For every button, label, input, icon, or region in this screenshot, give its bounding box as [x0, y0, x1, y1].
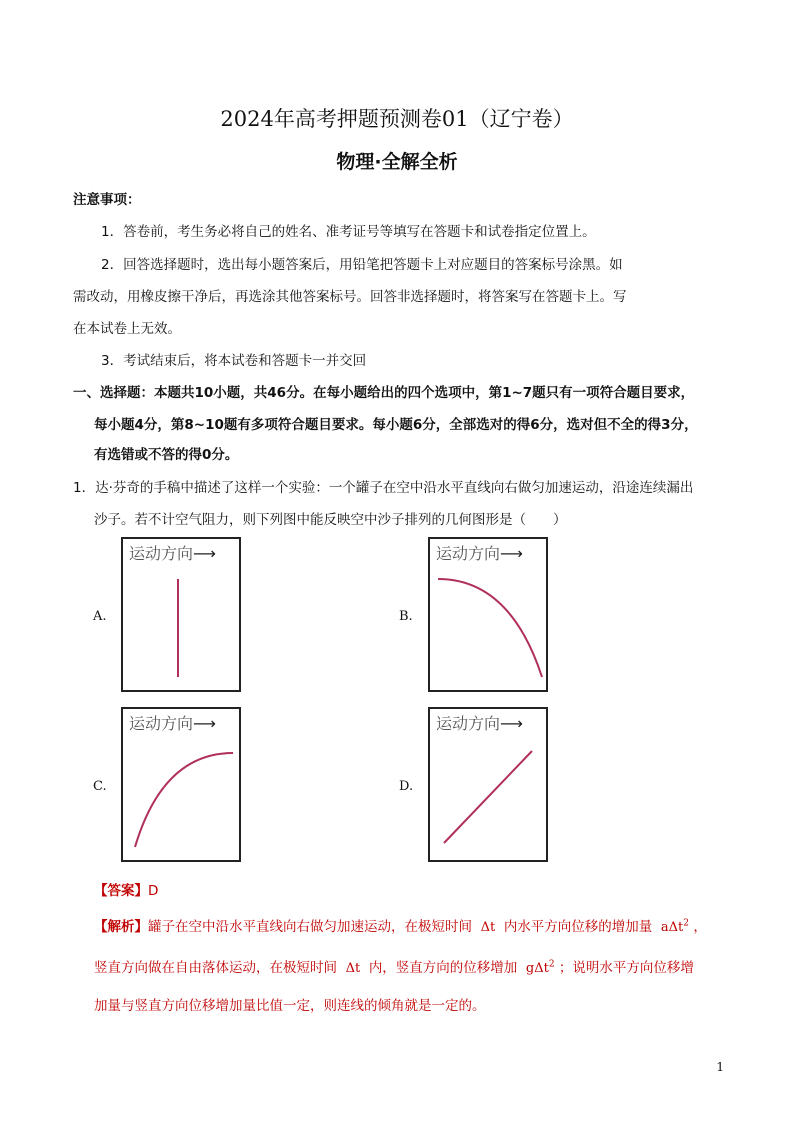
question-1-line-2: 沙子。若不计空气阻力，则下列图中能反映空中沙子排列的几何图形是（ ）	[94, 512, 567, 528]
option-c-figure	[121, 707, 241, 862]
right-arrow-icon: ⟶	[193, 544, 216, 563]
page-subtitle: 物理·全解全析	[336, 151, 458, 173]
option-a-curve-canvas	[123, 539, 243, 694]
option-d-curve-canvas	[430, 709, 550, 864]
motion-direction-label: 运动方向⟶	[436, 714, 523, 733]
right-arrow-icon: ⟶	[193, 714, 216, 733]
right-arrow-icon: ⟶	[500, 714, 523, 733]
delta-t-1: Δt	[480, 920, 496, 935]
option-d-label: D.	[399, 779, 414, 794]
motion-direction-label: 运动方向⟶	[129, 544, 216, 563]
analysis-line-3: 加量与竖直方向位移增加量比值一定，则连线的倾角就是一定的。	[94, 998, 486, 1014]
option-c-sand-curve	[135, 753, 233, 847]
option-b-sand-curve	[438, 579, 542, 677]
notes-item-2-line-1: 2．回答选择题时，选出每小题答案后，用铅笔把答题卡上对应题目的答案标号涂黑。如	[101, 257, 623, 273]
g-delta-t-squared: gΔt$^2$	[525, 959, 555, 976]
section-instruction-line-1: 一、选择题：本题共10小题，共46分。在每小题给出的四个选项中，第1~7题只有一项符合题目要求，	[73, 385, 695, 401]
delta-t-2: Δt	[345, 961, 361, 976]
page-title: 2024年高考押题预测卷01（辽宁卷）	[220, 107, 574, 131]
question-1-line-1: 1．达·芬奇的手稿中描述了这样一个实验：一个罐子在空中沿水平直线向右做匀加速运动，沿途连续漏出	[73, 480, 694, 496]
answer-value: D	[148, 883, 159, 899]
answer-label: 【答案】	[94, 883, 148, 899]
option-b-figure	[428, 537, 548, 692]
option-c-curve-canvas	[123, 709, 243, 864]
section-instruction-line-3: 有选错或不答的得0分。	[94, 447, 239, 463]
option-a-figure	[121, 537, 241, 692]
notes-item-1: 1．答卷前，考生务必将自己的姓名、准考证号等填写在答题卡和试卷指定位置上。	[101, 224, 596, 240]
option-b-label: B.	[399, 609, 413, 624]
analysis-line-1: 【解析】罐子在空中沿水平直线向右做匀加速运动，在极短时间 Δt 内水平方向位移的增加量 aΔt$^2$ ，	[94, 918, 707, 935]
motion-direction-label: 运动方向⟶	[436, 544, 523, 563]
right-arrow-icon: ⟶	[500, 544, 523, 563]
answer-line	[94, 879, 158, 899]
analysis-line-2: 竖直方向做在自由落体运动，在极短时间 Δt 内，竖直方向的位移增加 gΔt$^2$ ；说明水平方向位移增	[94, 959, 694, 976]
notes-item-2-line-3: 在本试卷上无效。	[73, 321, 181, 337]
a-delta-t-squared: aΔt$^2$	[660, 918, 690, 935]
motion-direction-label: 运动方向⟶	[129, 714, 216, 733]
notes-item-2-line-2: 需改动，用橡皮擦干净后，再选涂其他答案标号。回答非选择题时，将答案写在答题卡上。写	[73, 289, 627, 305]
analysis-label: 【解析】	[94, 919, 148, 935]
notes-heading: 注意事项：	[73, 192, 141, 208]
option-d-figure	[428, 707, 548, 862]
section-instruction-line-2: 每小题4分，第8~10题有多项符合题目要求。每小题6分，全部选对的得6分，选对但不全的得3分，	[94, 417, 698, 433]
option-b-curve-canvas	[430, 539, 550, 694]
notes-item-3: 3．考试结束后，将本试卷和答题卡一并交回	[101, 353, 367, 369]
option-d-sand-line	[444, 751, 532, 843]
option-a-label: A.	[93, 609, 107, 624]
option-c-label: C.	[93, 779, 107, 794]
page-number: 1	[716, 1060, 724, 1074]
